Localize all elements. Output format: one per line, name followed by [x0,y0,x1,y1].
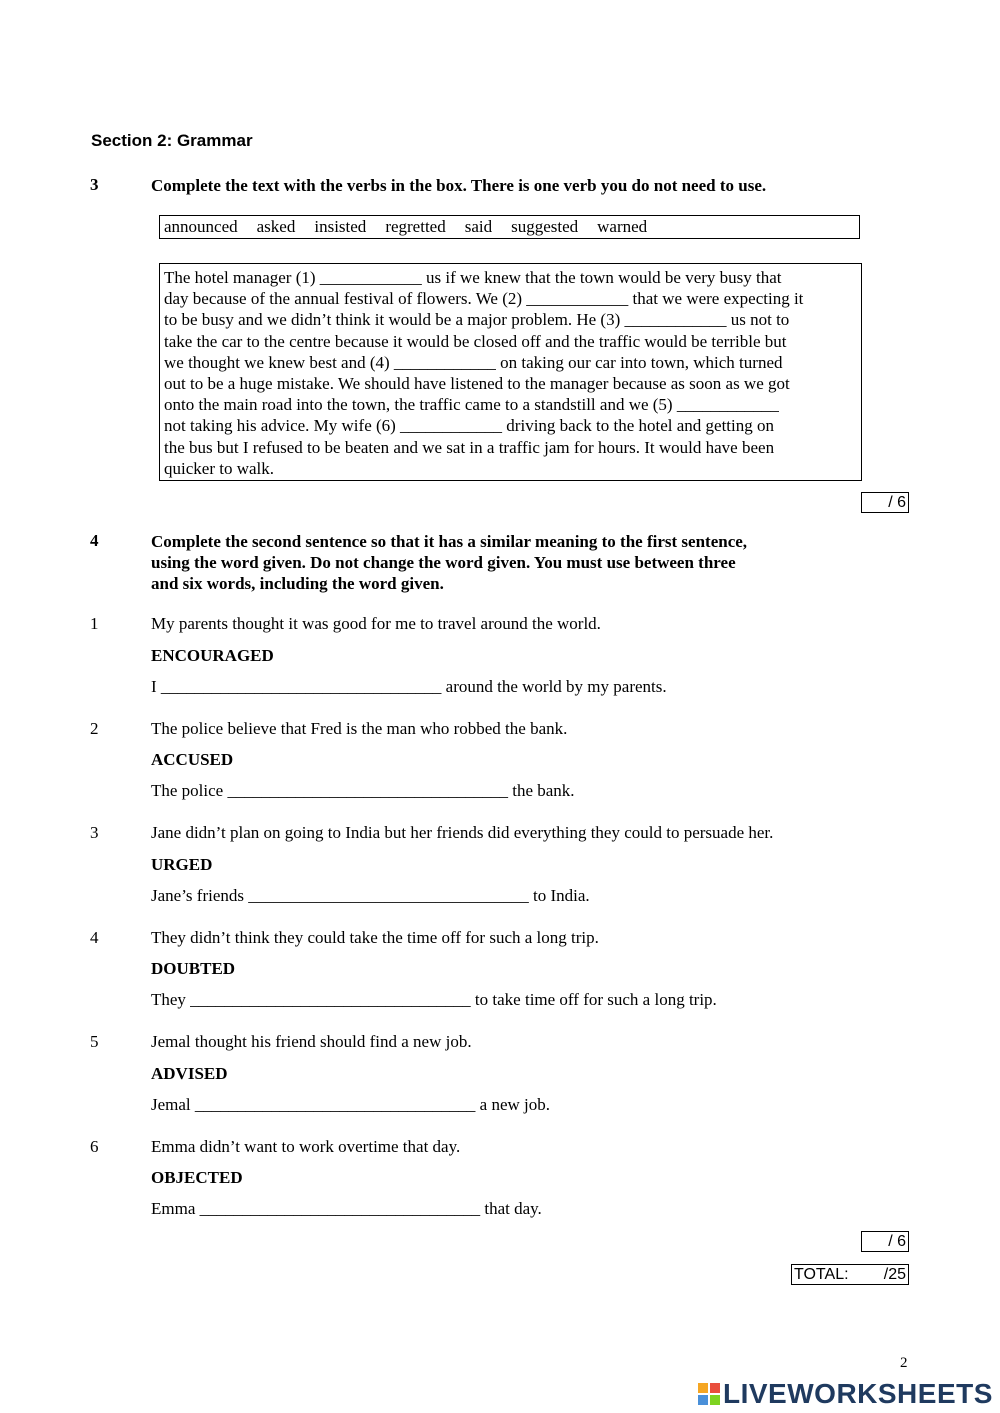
item-sentence: They didn’t think they could take the time off for such a long trip. [151,928,599,947]
text-line: The hotel manager (1) ____________ us if we knew that the town would be very busy that [164,268,782,287]
item-keyword: ENCOURAGED [151,646,274,665]
text-line: not taking his advice. My wife (6) ____________ driving back to the hotel and getting on [164,416,774,436]
text-line: to be busy and we didn’t think it would be a major problem. He (3) ____________ us not to [164,310,790,330]
item-number: 5 [90,1032,99,1051]
item-answer-line[interactable]: The police _________________________________ the bank. [151,781,575,800]
item-sentence: Jemal thought his friend should find a new job. [151,1032,472,1051]
item-keyword: DOUBTED [151,959,236,978]
item-keyword: URGED [151,855,213,874]
text-line: day because of the annual festival of flowers. We (2) ____________ that we were expecting it [164,289,804,309]
item-number: 3 [90,823,99,842]
item-answer-line[interactable]: Emma _________________________________ that day. [151,1199,542,1218]
text-line: onto the main road into the town, the traffic came to a standstill and we (5) ____________ [164,395,779,415]
item-answer-line[interactable]: Jane’s friends _________________________________ to India. [151,886,590,905]
verb-item: insisted [314,217,367,236]
item-sentence: Emma didn’t want to work overtime that day. [151,1137,461,1156]
text-line: quicker to walk. [164,458,274,478]
logo-grid-icon [698,1383,720,1405]
item-sentence: Jane didn’t plan on going to India but her friends did everything they could to persuade her. [151,823,774,842]
score-label: / 6 [888,493,906,511]
item-answer-line[interactable]: I _________________________________ around the world by my parents. [151,677,667,696]
item-sentence: My parents thought it was good for me to travel around the world. [151,614,601,633]
verb-item: suggested [511,217,579,236]
verb-item: asked [256,217,296,236]
instruction-line: and six words, including the word given. [151,574,444,593]
question-4-score-box[interactable] [861,1231,909,1252]
text-line: we thought we knew best and (4) ____________ on taking our car into town, which turned [164,352,783,372]
verb-item: regretted [385,217,446,236]
item-number: 2 [90,719,99,738]
item-answer-line[interactable]: Jemal _________________________________ a new job. [151,1095,550,1114]
verb-item: said [464,217,493,236]
item-keyword: OBJECTED [151,1168,243,1187]
page-number: 2 [900,1355,908,1371]
section-title: Section 2: Grammar [91,131,253,150]
instruction-line: using the word given. Do not change the word given. You must use between three [151,553,736,572]
gap-fill-text [159,263,862,481]
liveworksheets-logo [698,1378,993,1410]
total-label: TOTAL: [794,1265,849,1283]
total-value: /25 [883,1265,906,1283]
verb-box [159,215,860,239]
item-number: 1 [90,614,99,633]
question-4-number: 4 [90,531,99,550]
item-number: 6 [90,1137,99,1156]
score-label: / 6 [888,1232,906,1250]
question-4-instruction [151,531,851,594]
verb-item: announced [164,217,238,236]
item-number: 4 [90,928,99,947]
question-3-number: 3 [90,175,99,194]
item-answer-line[interactable]: They _________________________________ to take time off for such a long trip. [151,990,717,1009]
verb-item: warned [597,217,648,236]
item-keyword: ACCUSED [151,750,234,769]
question-3-instruction: Complete the text with the verbs in the box. There is one verb you do not need to use. [151,176,767,195]
item-sentence: The police believe that Fred is the man who robbed the bank. [151,719,568,738]
text-line: the bus but I refused to be beaten and we sat in a traffic jam for hours. It would have been [164,437,775,457]
logo-text: LIVEWORKSHEETS [723,1378,993,1409]
question-3-score-box[interactable] [861,492,909,513]
instruction-line: Complete the second sentence so that it has a similar meaning to the first sentence, [151,532,748,551]
item-keyword: ADVISED [151,1064,228,1083]
text-line: out to be a huge mistake. We should have listened to the manager because as soon as we got [164,374,790,394]
text-line: take the car to the centre because it would be closed off and the traffic would be terrible but [164,331,787,351]
total-score-box[interactable] [791,1264,909,1285]
